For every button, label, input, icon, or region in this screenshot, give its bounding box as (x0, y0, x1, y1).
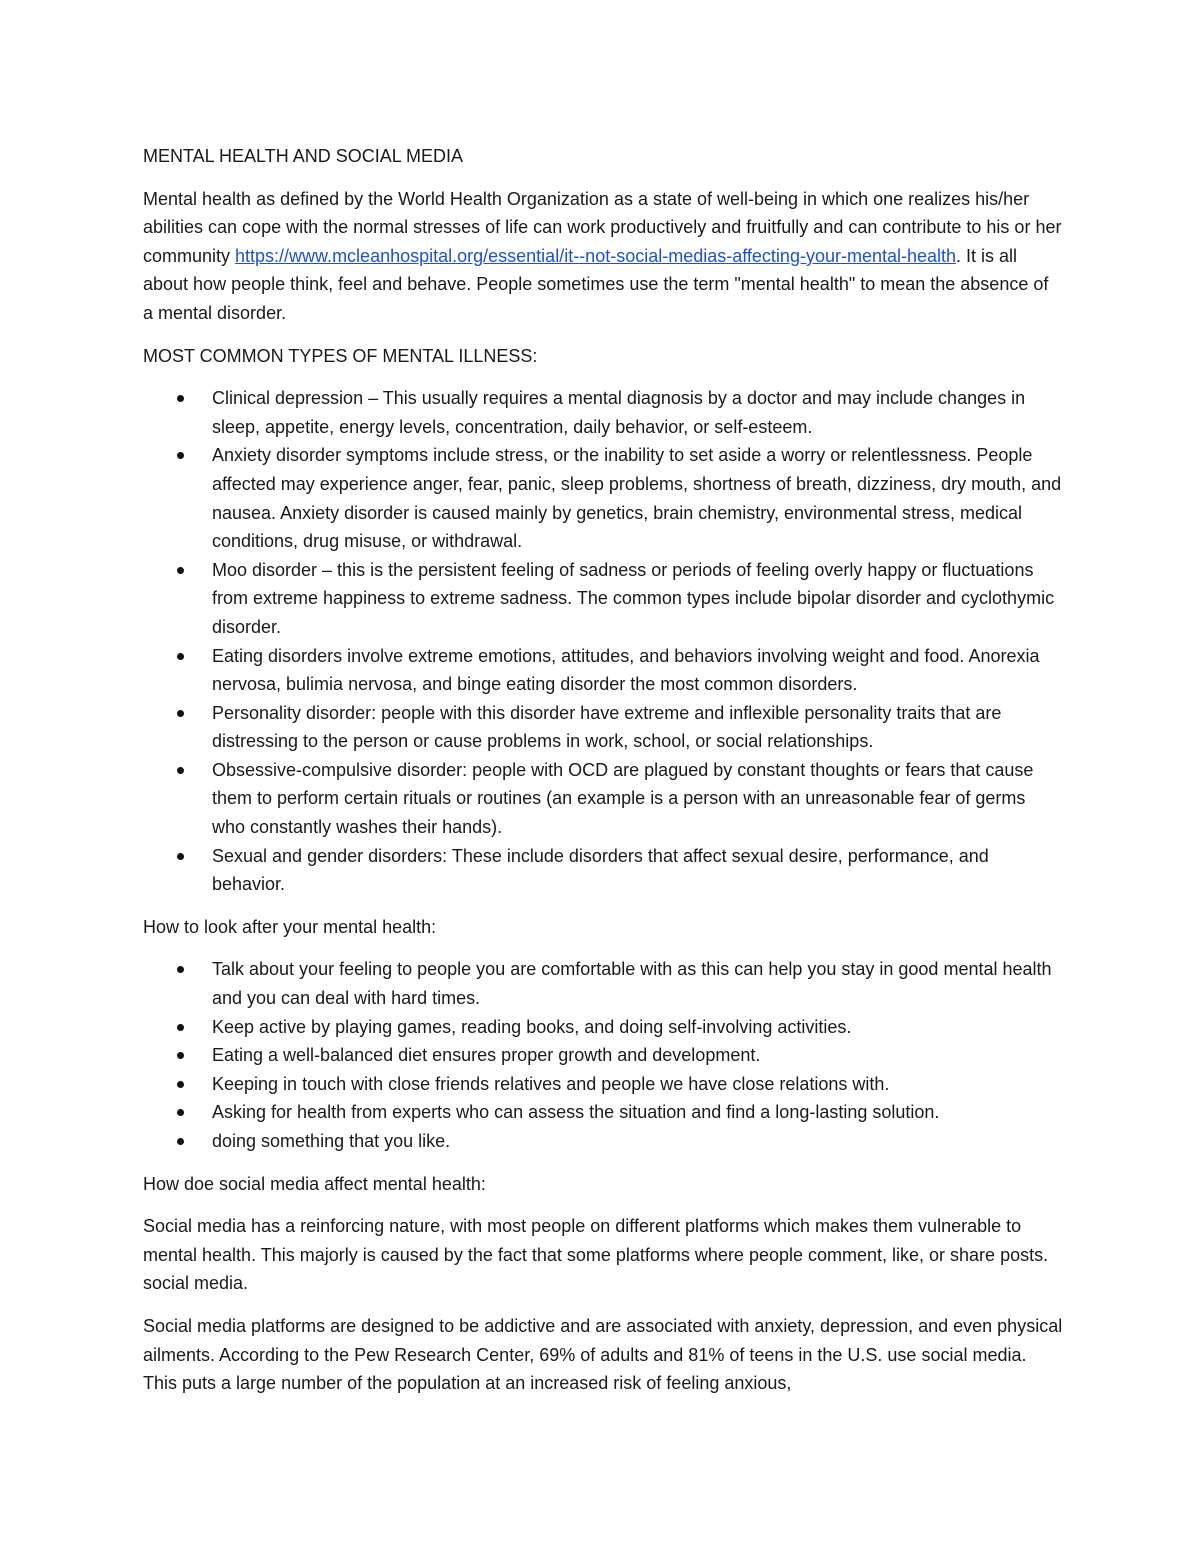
list-item-text: Eating a well-balanced diet ensures proper growth and development. (212, 1045, 761, 1066)
list-item-text: Sexual and gender disorders: These include disorders that affect sexual desire, performance, and behavior. (212, 845, 989, 895)
intro-paragraph (143, 185, 1063, 328)
effects-paragraph-1: Social media has a reinforcing nature, with most people on different platforms which makes them vulnerable to mental health. This majorly is caused by the fact that some platforms where people comment, like, or share posts. social media. (143, 1216, 1049, 1294)
effects-heading: How doe social media affect mental health: (143, 1173, 486, 1194)
list-item (143, 642, 1063, 699)
list-item-text: Clinical depression – This usually requires a mental diagnosis by a doctor and may include changes in sleep, appetite, energy levels, concentration, daily behavior, or self-esteem. (212, 388, 1026, 437)
list-item-text: Keeping in touch with close friends relatives and people we have close relations with. (212, 1073, 890, 1094)
effects-paragraph-2: Social media platforms are designed to be addictive and are associated with anxiety, depression, and even physical ailments. According to the Pew Research Center, 69% of adults and 81% of teens in the U.S. use social media. This puts a large number of the population at an increased risk of feeling anxious, (143, 1315, 1063, 1394)
bullet-icon (177, 1109, 184, 1116)
list-item (143, 699, 1063, 756)
bullet-icon (177, 1138, 184, 1145)
list-item (143, 955, 1063, 1012)
care-tips-list (143, 955, 1063, 1155)
list-item (143, 556, 1063, 642)
list-item-text: Obsessive-compulsive disorder: people with OCD are plagued by constant thoughts or fears that cause them to perform certain rituals or routines (an example is a person with an unreasonable fear of germs who constantly washes their hands). (212, 759, 1034, 838)
list-item-text: Talk about your feeling to people you are comfortable with as this can help you stay in good mental health and you can deal with hard times. (212, 959, 1052, 1009)
list-item-text: Keep active by playing games, reading books, and doing self-involving activities. (212, 1016, 852, 1037)
list-item-text: Moo disorder – this is the persistent feeling of sadness or periods of feeling overly happy or fluctuations from extreme happiness to extreme sadness. The common types include bipolar disorder and cyclothymic disorder. (212, 559, 1055, 637)
care-heading: How to look after your mental health: (143, 916, 437, 937)
bullet-icon (177, 452, 184, 459)
bullet-icon (177, 966, 184, 973)
list-item-text: Anxiety disorder symptoms include stress, or the inability to set aside a worry or relentlessness. People affected may experience anger, fear, panic, sleep problems, shortness of breath, dizziness, dry mouth, and nausea. Anxiety disorder is caused mainly by genetics, brain chemistry, environmental stress, medical conditions, drug misuse, or withdrawal. (212, 445, 1062, 552)
bullet-icon (177, 710, 184, 717)
bullet-icon (177, 1081, 184, 1088)
bullet-icon (177, 1052, 184, 1059)
list-item-text: Eating disorders involve extreme emotions, attitudes, and behaviors involving weight and food. Anorexia nervosa, bulimia nervosa, and binge eating disorder the most common disorders. (212, 645, 1040, 695)
list-item (143, 384, 1063, 441)
bullet-icon (177, 767, 184, 774)
list-item-text: doing something that you like. (212, 1131, 451, 1151)
list-item (143, 441, 1063, 555)
list-item (143, 756, 1063, 842)
list-item (143, 1041, 1063, 1070)
list-item (143, 842, 1063, 899)
bullet-icon (177, 395, 184, 402)
list-item-text: Personality disorder: people with this disorder have extreme and inflexible personality traits that are distressing to the person or cause problems in work, school, or social relationships. (212, 702, 1002, 752)
list-item (143, 1070, 1063, 1099)
document-title: MENTAL HEALTH AND SOCIAL MEDIA (143, 146, 464, 166)
bullet-icon (177, 853, 184, 860)
intro-text-before-link: Mental health as defined by the World Health Organization as a state of well-being in which one realizes his/her abilities can cope with the normal stresses of life can work productively and fruitfully and can contribute to his or her community (143, 188, 1062, 266)
intro-text-after-link: . It is all about how people think, feel and behave. People sometimes use the term "mental health" to mean the absence of a mental disorder. (143, 245, 1049, 323)
bullet-icon (177, 1024, 184, 1031)
document-body (143, 142, 1063, 1412)
illness-types-list (143, 384, 1063, 899)
list-item (143, 1098, 1063, 1127)
bullet-icon (177, 653, 184, 660)
list-item (143, 1013, 1063, 1042)
bullet-icon (177, 567, 184, 574)
mclean-hospital-link[interactable]: https://www.mcleanhospital.org/essential/it--not-social-medias-affecting-your-mental-health (235, 245, 957, 266)
types-heading: MOST COMMON TYPES OF MENTAL ILLNESS: (143, 345, 538, 366)
list-item (143, 1127, 1063, 1156)
list-item-text: Asking for health from experts who can assess the situation and find a long-lasting solution. (212, 1102, 940, 1123)
